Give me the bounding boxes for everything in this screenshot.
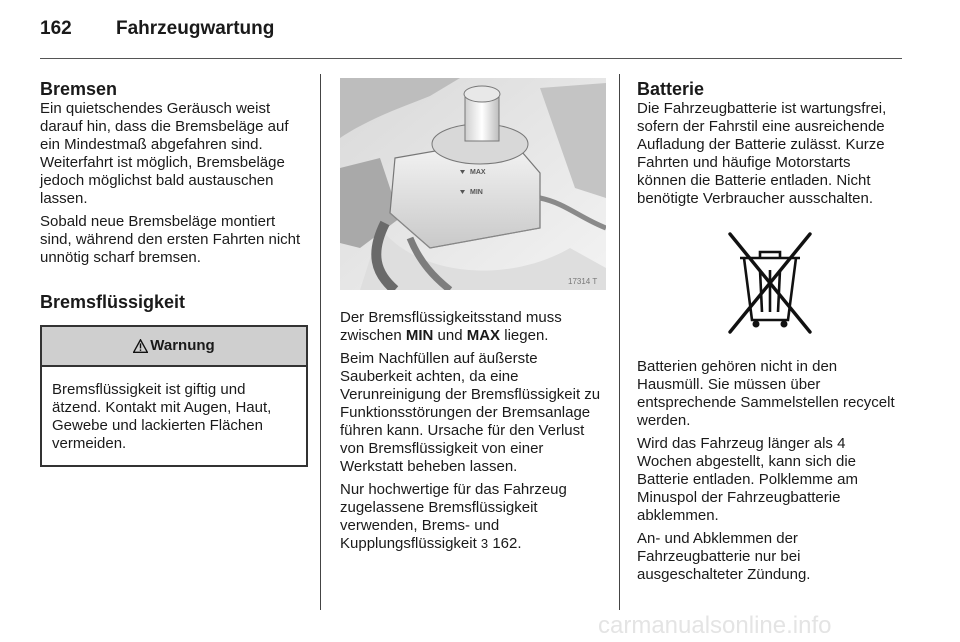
column-right	[637, 78, 903, 589]
page-title: Fahrzeugwartung	[116, 18, 275, 39]
batterie-paragraph-3: Wird das Fahrzeug länger als 4 Wochen abgestellt, kann sich die Batterie entladen. Polklemme am Minuspol der Fahrzeugbatterie abklemmen.	[637, 435, 858, 524]
crossed-out-bin-icon	[724, 228, 816, 338]
bremsen-paragraph-2: Sobald neue Bremsbeläge montiert sind, während den ersten Fahrten nicht unnötig scharf bremsen.	[40, 213, 301, 266]
figure-code: 17314 T	[568, 277, 598, 286]
section-heading-bremsfluessigkeit: Bremsflüssigkeit	[40, 292, 186, 312]
min-mark-label: MIN	[470, 189, 483, 196]
warning-box	[40, 325, 308, 467]
column-divider-1	[320, 74, 321, 610]
batterie-paragraph-2: Batterien gehören nicht in den Hausmüll. Sie müssen über entsprechende Sammelstellen recycelt werden.	[637, 358, 895, 429]
warning-triangle-icon	[133, 339, 148, 353]
max-mark-label: MAX	[470, 169, 486, 176]
middle-p1-text-b: und	[433, 327, 467, 344]
warning-text: Bremsflüssigkeit ist giftig und ätzend. Kontakt mit Augen, Haut, Gewebe und lackierten Flächen vermeiden.	[52, 381, 272, 452]
section-heading-bremsen: Bremsen	[40, 79, 118, 99]
middle-p3-text-b: 162.	[488, 535, 522, 552]
warning-header	[42, 327, 306, 367]
middle-p1-text-c: liegen.	[500, 327, 549, 344]
brake-fluid-reservoir-image	[340, 78, 606, 290]
middle-p1-min: MIN	[405, 327, 434, 344]
section-heading-batterie: Batterie	[637, 79, 705, 99]
middle-p3-text-a: Nur hochwertige für das Fahrzeug zugelassene Bremsflüssigkeit verwenden, Brems- und Kupplungsflüssigkeit	[340, 481, 567, 552]
bremsen-paragraph-1: Ein quietschendes Geräusch weist darauf hin, dass die Bremsbeläge auf ein Mindestmaß abgefahren sind. Weiterfahrt ist möglich, Bremsbeläge jedoch möglichst bald austauschen lassen.	[40, 100, 289, 207]
watermark: carmanualsonline.info	[598, 612, 832, 639]
page-number: 162	[40, 18, 72, 39]
column-middle	[340, 78, 606, 558]
middle-p1-text-a: Der Bremsflüssigkeitsstand muss zwischen	[340, 309, 562, 344]
column-divider-2	[619, 74, 620, 610]
batterie-paragraph-4: An- und Abklemmen der Fahrzeugbatterie nur bei ausgeschalteter Zündung.	[637, 530, 811, 583]
column-left	[40, 78, 308, 467]
middle-p1-max: MAX	[466, 327, 501, 344]
middle-paragraph-2: Beim Nachfüllen auf äußerste Sauberkeit achten, da eine Verunreinigung der Bremsflüssigkeit zu Funktionsstörungen der Bremsanlage führen kann. Ursache für den Verlust von Bremsflüssigkeit von einer Werkstatt beheben lassen.	[340, 350, 601, 475]
batterie-paragraph-1: Die Fahrzeugbatterie ist wartungsfrei, sofern der Fahrstil eine ausreichende Aufladung der Batterie zulässt. Kurze Fahrten und häufige Motorstarts können die Batterie entladen. Nicht benötigte Verbraucher ausschalten.	[637, 100, 887, 207]
warning-title: Warnung	[150, 337, 215, 354]
header-rule	[40, 58, 902, 59]
cross-reference-arrow-icon[interactable]: 3	[480, 536, 489, 551]
middle-paragraph-1	[340, 309, 606, 345]
middle-paragraph-3	[340, 481, 606, 553]
